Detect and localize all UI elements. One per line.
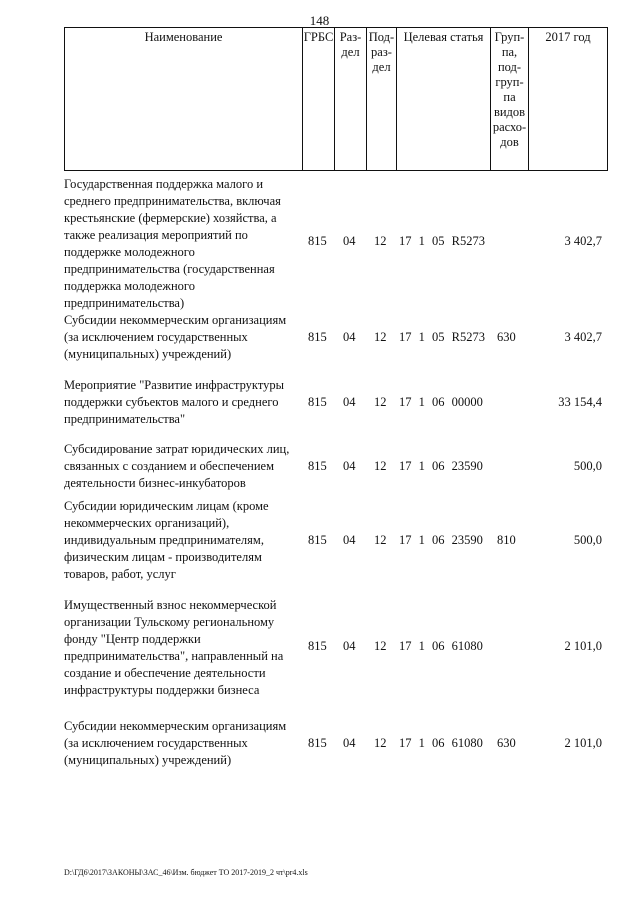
row-sum: 2 101,0 bbox=[564, 736, 602, 750]
header-gruppa bbox=[491, 28, 529, 170]
row-gruppa: 630 bbox=[497, 736, 516, 750]
row-name-line: поддержка молодежного bbox=[64, 279, 195, 293]
row-name-line: крестьянские (фермерские) хозяйства, а bbox=[64, 211, 277, 225]
row-name-line: связанных с созданием и обеспечением bbox=[64, 459, 274, 473]
row-name-line: среднего предпринимательства, включая bbox=[64, 194, 281, 208]
row-razdel: 04 bbox=[343, 330, 356, 344]
row-name-line: индивидуальным предпринимателям, bbox=[64, 533, 264, 547]
row-sum: 500,0 bbox=[573, 533, 602, 547]
header-gruppa-line: видов bbox=[493, 105, 526, 119]
row-name-line: товаров, работ, услуг bbox=[64, 567, 176, 581]
header-grbs: ГРБС bbox=[303, 28, 335, 170]
row-razdel: 04 bbox=[343, 234, 356, 248]
row-razdel: 04 bbox=[343, 395, 356, 409]
row-gruppa: 630 bbox=[497, 330, 516, 344]
row-name bbox=[64, 176, 300, 312]
row-name-line: предпринимательства", направленный на bbox=[64, 649, 284, 663]
row-podrazdel: 12 bbox=[374, 533, 387, 547]
row-name-line: поддержки субъектов малого и среднего bbox=[64, 395, 279, 409]
row-name-line: предпринимательства" bbox=[64, 412, 186, 426]
row-celevaya-statya: 17 1 06 61080 bbox=[399, 736, 483, 750]
row-name-line: деятельности бизнес-инкубаторов bbox=[64, 476, 246, 490]
row-grbs: 815 bbox=[308, 736, 327, 750]
row-name-line: (муниципальных) учреждений) bbox=[64, 753, 232, 767]
row-sum: 500,0 bbox=[573, 459, 602, 473]
header-podrazdel-line: Под- bbox=[368, 30, 395, 44]
row-grbs: 815 bbox=[308, 533, 327, 547]
row-name-line: Государственная поддержка малого и bbox=[64, 177, 264, 191]
header-podrazdel bbox=[367, 28, 397, 170]
row-name-line: Мероприятие "Развитие инфраструктуры bbox=[64, 378, 285, 392]
header-celevaya-statya: Целевая статья bbox=[397, 28, 491, 170]
row-name bbox=[64, 597, 300, 699]
header-razdel-line: дел bbox=[341, 45, 360, 59]
header-podrazdel-line: дел bbox=[372, 60, 391, 74]
row-gruppa: 810 bbox=[497, 533, 516, 547]
row-name-line: фонду "Центр поддержки bbox=[64, 632, 201, 646]
row-celevaya-statya: 17 1 06 61080 bbox=[399, 639, 483, 653]
row-razdel: 04 bbox=[343, 639, 356, 653]
row-name-line: физическим лицам - производителям bbox=[64, 550, 262, 564]
row-razdel: 04 bbox=[343, 459, 356, 473]
header-razdel bbox=[335, 28, 367, 170]
row-name bbox=[64, 377, 300, 428]
row-celevaya-statya: 17 1 06 23590 bbox=[399, 533, 483, 547]
header-name: Наименование bbox=[65, 28, 303, 170]
header-gruppa-line: Груп- bbox=[494, 30, 525, 44]
row-sum: 33 154,4 bbox=[558, 395, 602, 409]
row-razdel: 04 bbox=[343, 533, 356, 547]
row-podrazdel: 12 bbox=[374, 736, 387, 750]
row-celevaya-statya: 17 1 06 00000 bbox=[399, 395, 483, 409]
row-name bbox=[64, 718, 300, 769]
row-name bbox=[64, 441, 300, 492]
row-name-line: предпринимательства (государственная bbox=[64, 262, 275, 276]
row-grbs: 815 bbox=[308, 639, 327, 653]
row-name-line: Субсидирование затрат юридических лиц, bbox=[64, 442, 290, 456]
row-podrazdel: 12 bbox=[374, 459, 387, 473]
row-name-line: (за исключением государственных bbox=[64, 330, 248, 344]
row-name-line: организации Тульскому региональному bbox=[64, 615, 275, 629]
row-podrazdel: 12 bbox=[374, 330, 387, 344]
header-gruppa-line: па, bbox=[501, 45, 518, 59]
row-celevaya-statya: 17 1 05 R5273 bbox=[399, 234, 485, 248]
row-podrazdel: 12 bbox=[374, 639, 387, 653]
header-gruppa-line: расхо- bbox=[492, 120, 527, 134]
row-name-line: Имущественный взнос некоммерческой bbox=[64, 598, 277, 612]
row-podrazdel: 12 bbox=[374, 395, 387, 409]
row-name-line: также реализация мероприятий по bbox=[64, 228, 248, 242]
row-celevaya-statya: 17 1 06 23590 bbox=[399, 459, 483, 473]
row-name-line: Субсидии некоммерческим организациям bbox=[64, 719, 287, 733]
row-name bbox=[64, 498, 300, 583]
row-name-line: некоммерческих организаций), bbox=[64, 516, 230, 530]
header-gruppa-line: па bbox=[503, 90, 516, 104]
row-sum: 2 101,0 bbox=[564, 639, 602, 653]
row-celevaya-statya: 17 1 05 R5273 bbox=[399, 330, 485, 344]
row-sum: 3 402,7 bbox=[564, 330, 602, 344]
row-podrazdel: 12 bbox=[374, 234, 387, 248]
row-razdel: 04 bbox=[343, 736, 356, 750]
row-grbs: 815 bbox=[308, 395, 327, 409]
header-gruppa-line: под- bbox=[497, 60, 522, 74]
row-name-line: инфраструктуры поддержки бизнеса bbox=[64, 683, 260, 697]
file-path-footer: D:\ГД6\2017\ЗАКОНЫ\ЗАС_46\Изм. бюджет ТО 2017-2019_2 чт\pr4.xls bbox=[64, 868, 308, 877]
row-name-line: создание и обеспечение деятельности bbox=[64, 666, 266, 680]
header-razdel-line: Раз- bbox=[339, 30, 362, 44]
row-name-line: поддержке молодежного bbox=[64, 245, 195, 259]
header-gruppa-line: дов bbox=[500, 135, 519, 149]
row-name-line: (за исключением государственных bbox=[64, 736, 248, 750]
row-name-line: Субсидии юридическим лицам (кроме bbox=[64, 499, 269, 513]
row-name bbox=[64, 312, 300, 363]
row-grbs: 815 bbox=[308, 330, 327, 344]
table-header bbox=[64, 27, 608, 171]
header-podrazdel-line: раз- bbox=[371, 45, 392, 59]
row-name-line: Субсидии некоммерческим организациям bbox=[64, 313, 287, 327]
row-name-line: предпринимательства) bbox=[64, 296, 185, 310]
row-grbs: 815 bbox=[308, 459, 327, 473]
row-name-line: (муниципальных) учреждений) bbox=[64, 347, 232, 361]
row-grbs: 815 bbox=[308, 234, 327, 248]
page-number: 148 bbox=[309, 13, 330, 28]
header-year: 2017 год bbox=[545, 30, 591, 44]
row-sum: 3 402,7 bbox=[564, 234, 602, 248]
header-gruppa-line: груп- bbox=[495, 75, 524, 89]
